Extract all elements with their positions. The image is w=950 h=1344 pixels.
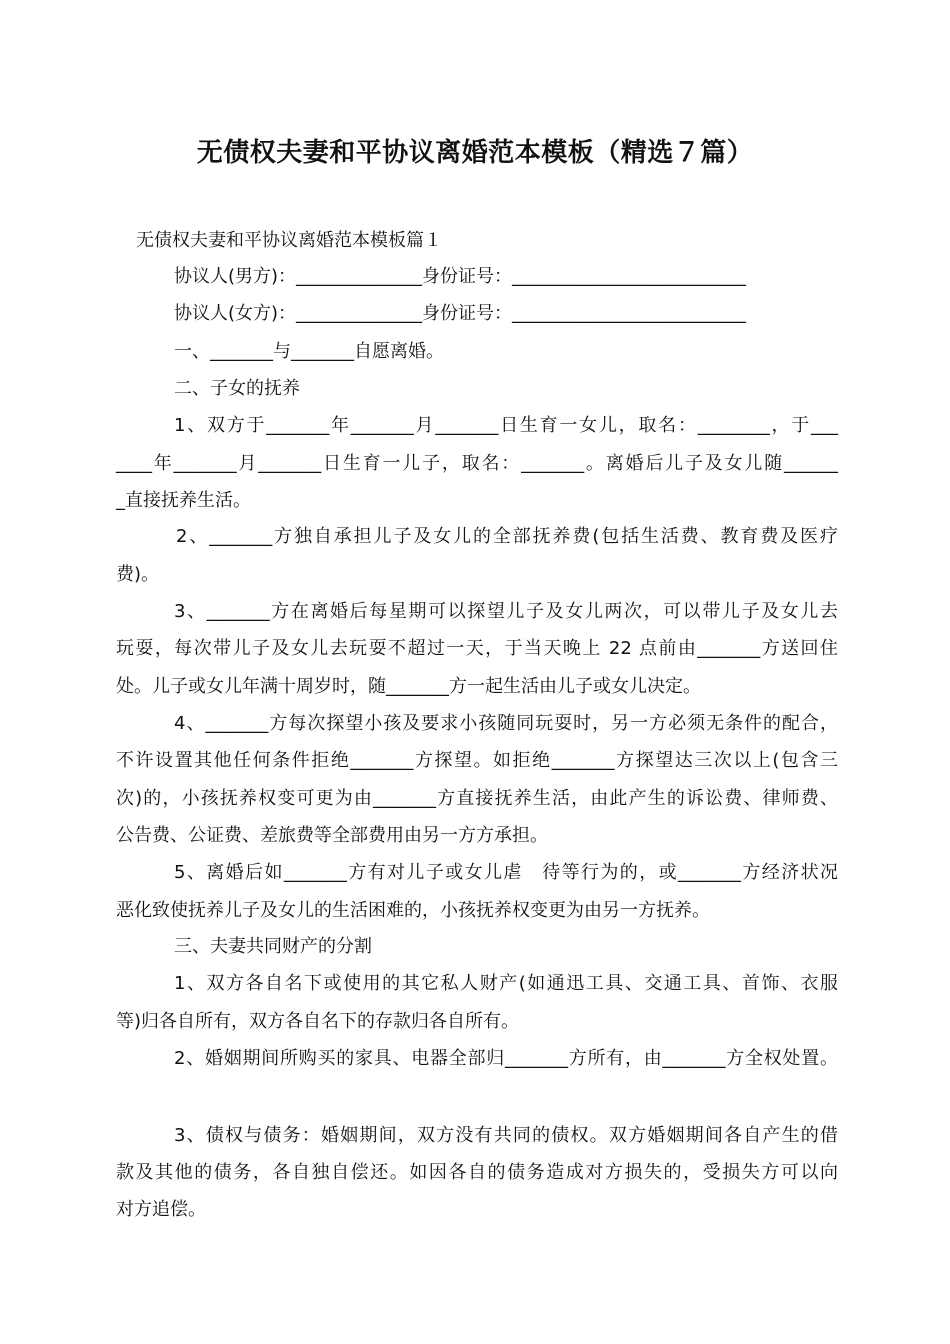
party-male-line: 协议人(男方)：______________身份证号：__________________________ (174, 266, 747, 287)
paragraph-line: 3、债权与债务：婚姻期间，双方没有共同的债权。双方婚姻期间各自产生的借 (174, 1125, 838, 1146)
paragraph-line: 费)。 (116, 564, 160, 585)
paragraph-line: 3、_______方在离婚后每星期可以探望儿子及女儿两次，可以带儿子及女儿去 (174, 601, 838, 622)
paragraph-line: 公告费、公证费、差旅费等全部费用由另一方方承担。 (116, 825, 548, 846)
clause-heading: 三、夫妻共同财产的分割 (174, 936, 372, 957)
paragraph-line: 1、双方于_______年_______月_______日生育一女儿，取名：________，于___ (174, 415, 838, 436)
paragraph-line: 5、离婚后如_______方有对儿子或女儿虐 待等行为的，或_______方经济状况 (174, 862, 838, 883)
paragraph-line: 对方追偿。 (116, 1199, 206, 1220)
paragraph-line: 4、_______方每次探望小孩及要求小孩随同玩耍时，另一方必须无条件的配合， (174, 713, 838, 734)
paragraph-line: 款及其他的债务，各自独自偿还。如因各自的债务造成对方损失的，受损失方可以向 (116, 1162, 838, 1183)
paragraph-line: 不许设置其他任何条件拒绝_______方探望。如拒绝_______方探望达三次以上(包含三 (116, 750, 838, 771)
clause-line: 一、_______与_______自愿离婚。 (174, 341, 444, 362)
paragraph-line: ____年_______月_______日生育一儿子，取名：_______。离婚后儿子及女儿随______ (116, 453, 838, 474)
party-female-line: 协议人(女方)：______________身份证号：__________________________ (174, 303, 747, 324)
document-title: 无债权夫妻和平协议离婚范本模板（精选７篇） (196, 138, 754, 168)
paragraph-line: 恶化致使抚养儿子及女儿的生活困难的，小孩抚养权变更为由另一方抚养。 (116, 900, 710, 921)
paragraph-line: 玩耍，每次带儿子及女儿去玩耍不超过一天，于当天晚上 22 点前由_______方送回住 (116, 638, 838, 659)
paragraph-line: 2、婚姻期间所购买的家具、电器全部归_______方所有，由_______方全权处置。 (174, 1048, 838, 1069)
paragraph-line: _直接抚养生活。 (116, 490, 251, 511)
paragraph-line: 等)归各自所有，双方各自名下的存款归各自所有。 (116, 1011, 520, 1032)
paragraph-line: 1、双方各自名下或使用的其它私人财产(如通迅工具、交通工具、首饰、衣服 (174, 973, 838, 994)
paragraph-line: 处。儿子或女儿年满十周岁时，随_______方一起生活由儿子或女儿决定。 (116, 676, 701, 697)
section-heading: 无债权夫妻和平协议离婚范本模板篇１ (136, 230, 442, 251)
paragraph-line: 2、_______方独自承担儿子及女儿的全部抚养费(包括生活费、教育费及医疗 (176, 526, 838, 547)
clause-heading: 二、子女的抚养 (174, 378, 300, 399)
paragraph-line: 次)的，小孩抚养权变可更为由_______方直接抚养生活，由此产生的诉讼费、律师费、 (116, 788, 838, 809)
